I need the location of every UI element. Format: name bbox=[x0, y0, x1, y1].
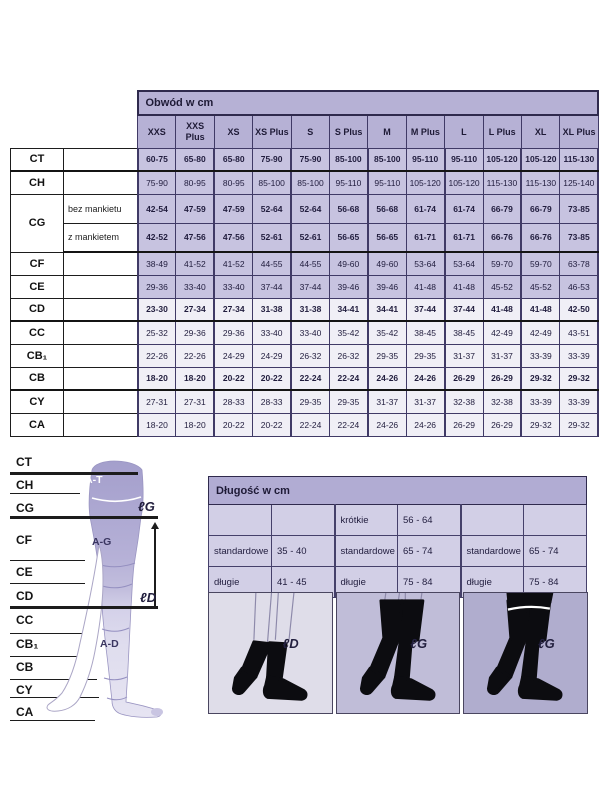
level-line-ct bbox=[10, 472, 138, 475]
circumference-table-title: Obwód w cm bbox=[138, 91, 599, 115]
table-title-row bbox=[11, 91, 599, 115]
thigh-high-stocking-icon bbox=[337, 593, 459, 712]
size-value-cell: 26-32 bbox=[329, 344, 367, 367]
size-value-cell: 32-38 bbox=[445, 390, 483, 413]
size-value-cell: 31-38 bbox=[291, 298, 329, 321]
size-value-cell: 31-37 bbox=[483, 344, 521, 367]
size-value-cell: 45-52 bbox=[521, 275, 559, 298]
size-column-header: XXS bbox=[138, 115, 176, 148]
row-sublabel bbox=[64, 390, 138, 413]
diagram-label-cc: CC bbox=[16, 613, 34, 627]
size-value-cell: 49-60 bbox=[329, 252, 367, 275]
size-value-cell: 39-46 bbox=[329, 275, 367, 298]
size-value-cell bbox=[524, 505, 587, 536]
size-value-cell: 41-48 bbox=[521, 298, 559, 321]
size-value-cell bbox=[209, 505, 272, 536]
size-value-cell: 35 - 40 bbox=[272, 536, 335, 567]
row-sublabel bbox=[64, 344, 138, 367]
size-value-cell: 18-20 bbox=[138, 367, 176, 390]
size-value-cell: 47-56 bbox=[214, 223, 252, 252]
row-sublabel: bez mankietu bbox=[64, 194, 138, 223]
size-value-cell: 20-22 bbox=[214, 367, 252, 390]
size-value-cell: 61-71 bbox=[406, 223, 444, 252]
size-value-cell: 75 - 84 bbox=[398, 567, 461, 598]
diagram-label-cg: CG bbox=[16, 501, 34, 515]
size-value-cell: 18-20 bbox=[176, 367, 214, 390]
size-value-cell bbox=[272, 505, 335, 536]
size-value-cell: 37-44 bbox=[253, 275, 291, 298]
size-value-cell: 29-32 bbox=[521, 413, 559, 436]
size-value-cell: 33-40 bbox=[176, 275, 214, 298]
row-label: CG bbox=[11, 194, 64, 252]
size-value-cell: 95-110 bbox=[368, 171, 406, 194]
size-value-cell: 66-76 bbox=[521, 223, 559, 252]
row-label: CA bbox=[11, 413, 64, 436]
size-value-cell: 44-55 bbox=[291, 252, 329, 275]
size-value-cell: 73-85 bbox=[560, 223, 599, 252]
size-value-cell: 18-20 bbox=[176, 413, 214, 436]
row-label: CT bbox=[11, 148, 64, 171]
size-value-cell: 80-95 bbox=[214, 171, 252, 194]
size-value-cell: 41-48 bbox=[406, 275, 444, 298]
size-value-cell: 42-49 bbox=[521, 321, 559, 344]
size-value-cell: 115-130 bbox=[483, 171, 521, 194]
size-value-cell: 26-29 bbox=[445, 367, 483, 390]
size-value-cell: 29-35 bbox=[291, 390, 329, 413]
size-value-cell: 65 - 74 bbox=[524, 536, 587, 567]
size-value-cell: 42-50 bbox=[560, 298, 599, 321]
size-value-cell: 85-100 bbox=[291, 171, 329, 194]
thigh-high-band-stocking-icon bbox=[464, 593, 586, 712]
size-column-header: M bbox=[368, 115, 406, 148]
size-value-cell: 65-80 bbox=[176, 148, 214, 171]
size-value-cell: 41-52 bbox=[176, 252, 214, 275]
size-value-cell: 61-74 bbox=[445, 194, 483, 223]
size-value-cell: 24-26 bbox=[406, 367, 444, 390]
size-value-cell: 45-52 bbox=[483, 275, 521, 298]
length-mark-ld: ℓD bbox=[282, 636, 299, 652]
size-value-cell: 33-40 bbox=[291, 321, 329, 344]
size-value-cell: 22-24 bbox=[291, 367, 329, 390]
row-label: CB₁ bbox=[11, 344, 64, 367]
size-value-cell: 95-110 bbox=[329, 171, 367, 194]
size-value-cell: 29-32 bbox=[560, 413, 599, 436]
blank-corner bbox=[11, 91, 138, 115]
size-column-header: XS bbox=[214, 115, 252, 148]
zone-label-at: A-T bbox=[85, 474, 103, 486]
size-value-cell: 31-37 bbox=[368, 390, 406, 413]
row-label: CD bbox=[11, 298, 64, 321]
size-value-cell: 29-35 bbox=[329, 390, 367, 413]
leg-measurement-diagram bbox=[0, 450, 200, 740]
size-value-cell: 66-79 bbox=[483, 194, 521, 223]
length-table-title-row bbox=[209, 477, 587, 505]
row-label: CH bbox=[11, 171, 64, 194]
size-value-cell: długie bbox=[209, 567, 272, 598]
size-value-cell: 31-37 bbox=[406, 390, 444, 413]
size-value-cell: 115-130 bbox=[560, 148, 599, 171]
diagram-label-ct: CT bbox=[16, 455, 32, 469]
size-value-cell: 27-34 bbox=[214, 298, 252, 321]
size-value-cell: 32-38 bbox=[483, 390, 521, 413]
size-value-cell: 49-60 bbox=[368, 252, 406, 275]
row-sublabel bbox=[64, 321, 138, 344]
diagram-label-ce: CE bbox=[16, 565, 33, 579]
size-value-cell: 34-41 bbox=[329, 298, 367, 321]
size-value-cell: 26-29 bbox=[483, 413, 521, 436]
size-value-cell: 59-70 bbox=[483, 252, 521, 275]
row-label: CC bbox=[11, 321, 64, 344]
diagram-label-cd: CD bbox=[16, 589, 34, 603]
size-column-header: XL Plus bbox=[560, 115, 599, 148]
size-value-cell: 27-31 bbox=[176, 390, 214, 413]
row-label: CE bbox=[11, 275, 64, 298]
length-mark-ld: ℓD bbox=[140, 590, 157, 605]
size-value-cell: 41-48 bbox=[483, 298, 521, 321]
size-value-cell: standardowe bbox=[461, 536, 524, 567]
table-row bbox=[11, 275, 599, 298]
size-value-cell: 20-22 bbox=[253, 413, 291, 436]
size-value-cell: 22-24 bbox=[329, 413, 367, 436]
length-row bbox=[209, 536, 587, 567]
table-row bbox=[11, 171, 599, 194]
length-row bbox=[209, 505, 587, 536]
stocking-style-panels bbox=[208, 592, 588, 714]
level-line-cg bbox=[10, 516, 158, 519]
size-value-cell: 20-22 bbox=[253, 367, 291, 390]
size-value-cell: 75-90 bbox=[291, 148, 329, 171]
size-value-cell: 22-24 bbox=[291, 413, 329, 436]
size-value-cell: 20-22 bbox=[214, 413, 252, 436]
size-value-cell: 42-52 bbox=[138, 223, 176, 252]
size-value-cell: długie bbox=[461, 567, 524, 598]
size-value-cell: 38-45 bbox=[445, 321, 483, 344]
size-value-cell: 37-44 bbox=[406, 298, 444, 321]
size-value-cell: 24-26 bbox=[368, 413, 406, 436]
size-value-cell: 115-130 bbox=[521, 171, 559, 194]
size-value-cell: 105-120 bbox=[406, 171, 444, 194]
size-value-cell: 85-100 bbox=[329, 148, 367, 171]
stocking-leg-illustration bbox=[40, 453, 168, 722]
size-value-cell: 35-42 bbox=[329, 321, 367, 344]
size-value-cell: 47-59 bbox=[176, 194, 214, 223]
size-value-cell: 24-26 bbox=[368, 367, 406, 390]
length-table bbox=[208, 476, 587, 598]
table-row bbox=[11, 194, 599, 223]
size-value-cell: 33-40 bbox=[253, 321, 291, 344]
size-value-cell: 24-29 bbox=[214, 344, 252, 367]
size-value-cell bbox=[461, 505, 524, 536]
size-value-cell: 66-79 bbox=[521, 194, 559, 223]
row-sublabel: z mankietem bbox=[64, 223, 138, 252]
size-value-cell: standardowe bbox=[209, 536, 272, 567]
diagram-label-cy: CY bbox=[16, 683, 33, 697]
table-row bbox=[11, 223, 599, 252]
row-sublabel bbox=[64, 413, 138, 436]
size-value-cell: 22-24 bbox=[329, 367, 367, 390]
size-value-cell: 39-46 bbox=[368, 275, 406, 298]
size-value-cell: 41-52 bbox=[214, 252, 252, 275]
size-value-cell: 37-44 bbox=[445, 298, 483, 321]
size-value-cell: 29-35 bbox=[368, 344, 406, 367]
size-value-cell: 33-40 bbox=[214, 275, 252, 298]
size-value-cell: 33-39 bbox=[521, 344, 559, 367]
size-value-cell: 85-100 bbox=[253, 171, 291, 194]
size-column-header: L Plus bbox=[483, 115, 521, 148]
size-value-cell: 105-120 bbox=[445, 171, 483, 194]
diagram-label-ch: CH bbox=[16, 478, 34, 492]
size-value-cell: 33-39 bbox=[560, 344, 599, 367]
size-value-cell: 56-65 bbox=[329, 223, 367, 252]
size-value-cell: 61-71 bbox=[445, 223, 483, 252]
size-value-cell: 38-49 bbox=[138, 252, 176, 275]
row-label: CY bbox=[11, 390, 64, 413]
row-sublabel bbox=[64, 171, 138, 194]
size-value-cell: 73-85 bbox=[560, 194, 599, 223]
table-row bbox=[11, 148, 599, 171]
row-label: CB bbox=[11, 367, 64, 390]
panel-knee-high bbox=[208, 592, 333, 714]
size-value-cell: 75 - 84 bbox=[524, 567, 587, 598]
table-row bbox=[11, 390, 599, 413]
size-value-cell: 52-64 bbox=[291, 194, 329, 223]
zone-label-ad: A-D bbox=[100, 638, 119, 650]
table-row bbox=[11, 252, 599, 275]
row-sublabel bbox=[64, 275, 138, 298]
size-column-header: XXS Plus bbox=[176, 115, 214, 148]
zone-label-ag: A-G bbox=[92, 536, 112, 548]
size-value-cell: 53-64 bbox=[406, 252, 444, 275]
size-value-cell: 37-44 bbox=[291, 275, 329, 298]
size-value-cell: 47-56 bbox=[176, 223, 214, 252]
size-value-cell: 31-38 bbox=[253, 298, 291, 321]
size-value-cell: 42-49 bbox=[483, 321, 521, 344]
diagram-label-ca: CA bbox=[16, 705, 34, 719]
size-value-cell: 80-95 bbox=[176, 171, 214, 194]
size-value-cell: 29-35 bbox=[406, 344, 444, 367]
table-row bbox=[11, 413, 599, 436]
size-value-cell: 28-33 bbox=[214, 390, 252, 413]
size-column-header: L bbox=[445, 115, 483, 148]
size-value-cell: 29-32 bbox=[560, 367, 599, 390]
size-value-cell: 29-36 bbox=[138, 275, 176, 298]
size-value-cell: 23-30 bbox=[138, 298, 176, 321]
size-value-cell: 29-36 bbox=[176, 321, 214, 344]
diagram-label-cb: CB bbox=[16, 660, 34, 674]
size-value-cell: 41 - 45 bbox=[272, 567, 335, 598]
size-value-cell: 29-36 bbox=[214, 321, 252, 344]
size-value-cell: 29-32 bbox=[521, 367, 559, 390]
size-value-cell: 56-68 bbox=[329, 194, 367, 223]
size-value-cell: 105-120 bbox=[483, 148, 521, 171]
row-sublabel bbox=[64, 148, 138, 171]
size-value-cell: 53-64 bbox=[445, 252, 483, 275]
size-value-cell: 27-34 bbox=[176, 298, 214, 321]
size-value-cell: 105-120 bbox=[521, 148, 559, 171]
size-value-cell: 22-26 bbox=[138, 344, 176, 367]
row-sublabel bbox=[64, 367, 138, 390]
size-value-cell: 38-45 bbox=[406, 321, 444, 344]
size-value-cell: 56-68 bbox=[368, 194, 406, 223]
size-value-cell: 43-51 bbox=[560, 321, 599, 344]
size-header-row bbox=[11, 115, 599, 148]
size-value-cell: długie bbox=[335, 567, 398, 598]
length-mark-lg: ℓG bbox=[410, 636, 428, 652]
size-value-cell: 31-37 bbox=[445, 344, 483, 367]
size-value-cell: 24-29 bbox=[253, 344, 291, 367]
size-value-cell: 59-70 bbox=[521, 252, 559, 275]
table-row bbox=[11, 321, 599, 344]
size-value-cell: 125-140 bbox=[560, 171, 599, 194]
size-value-cell: standardowe bbox=[335, 536, 398, 567]
size-value-cell: 18-20 bbox=[138, 413, 176, 436]
size-value-cell: 33-39 bbox=[560, 390, 599, 413]
size-value-cell: 61-74 bbox=[406, 194, 444, 223]
arrow-up-icon bbox=[151, 522, 159, 529]
size-value-cell: 75-90 bbox=[138, 171, 176, 194]
size-column-header: S Plus bbox=[329, 115, 367, 148]
panel-thigh-high bbox=[336, 592, 461, 714]
size-value-cell: 56-65 bbox=[368, 223, 406, 252]
size-value-cell: 41-48 bbox=[445, 275, 483, 298]
row-label: CF bbox=[11, 252, 64, 275]
size-value-cell: 47-59 bbox=[214, 194, 252, 223]
size-value-cell: 42-54 bbox=[138, 194, 176, 223]
size-value-cell: 60-75 bbox=[138, 148, 176, 171]
size-value-cell: 27-31 bbox=[138, 390, 176, 413]
panel-thigh-high-band bbox=[463, 592, 588, 714]
length-table-title: Długość w cm bbox=[209, 477, 587, 505]
size-column-header: XS Plus bbox=[253, 115, 291, 148]
size-value-cell: 26-29 bbox=[445, 413, 483, 436]
level-line-cd bbox=[10, 606, 158, 609]
size-value-cell: 26-32 bbox=[291, 344, 329, 367]
size-value-cell: 25-32 bbox=[138, 321, 176, 344]
size-column-header: S bbox=[291, 115, 329, 148]
size-value-cell: 85-100 bbox=[368, 148, 406, 171]
size-value-cell: 63-78 bbox=[560, 252, 599, 275]
size-value-cell: 65-80 bbox=[214, 148, 252, 171]
diagram-label-cf: CF bbox=[16, 533, 32, 547]
size-value-cell: 26-29 bbox=[483, 367, 521, 390]
size-value-cell: 95-110 bbox=[406, 148, 444, 171]
size-value-cell: 22-26 bbox=[176, 344, 214, 367]
size-column-header: M Plus bbox=[406, 115, 444, 148]
size-value-cell: 66-76 bbox=[483, 223, 521, 252]
length-mark-lg: ℓG bbox=[537, 636, 555, 652]
size-value-cell: 24-26 bbox=[406, 413, 444, 436]
size-value-cell: 65 - 74 bbox=[398, 536, 461, 567]
size-value-cell: 44-55 bbox=[253, 252, 291, 275]
size-value-cell: 34-41 bbox=[368, 298, 406, 321]
length-mark-lg: ℓG bbox=[138, 499, 155, 514]
size-value-cell: 56 - 64 bbox=[398, 505, 461, 536]
table-row bbox=[11, 344, 599, 367]
size-value-cell: 33-39 bbox=[521, 390, 559, 413]
row-sublabel bbox=[64, 252, 138, 275]
size-value-cell: 46-53 bbox=[560, 275, 599, 298]
diagram-label-cb1: CB₁ bbox=[16, 637, 39, 651]
knee-high-stocking-icon bbox=[209, 593, 331, 712]
circumference-table bbox=[10, 90, 599, 437]
size-value-cell: 35-42 bbox=[368, 321, 406, 344]
row-sublabel bbox=[64, 298, 138, 321]
size-value-cell: 52-61 bbox=[253, 223, 291, 252]
blank-corner bbox=[11, 115, 138, 148]
size-value-cell: 52-61 bbox=[291, 223, 329, 252]
size-value-cell: krótkie bbox=[335, 505, 398, 536]
size-value-cell: 28-33 bbox=[253, 390, 291, 413]
size-value-cell: 52-64 bbox=[253, 194, 291, 223]
table-row bbox=[11, 298, 599, 321]
size-value-cell: 95-110 bbox=[445, 148, 483, 171]
size-column-header: XL bbox=[521, 115, 559, 148]
table-row bbox=[11, 367, 599, 390]
size-value-cell: 75-90 bbox=[253, 148, 291, 171]
